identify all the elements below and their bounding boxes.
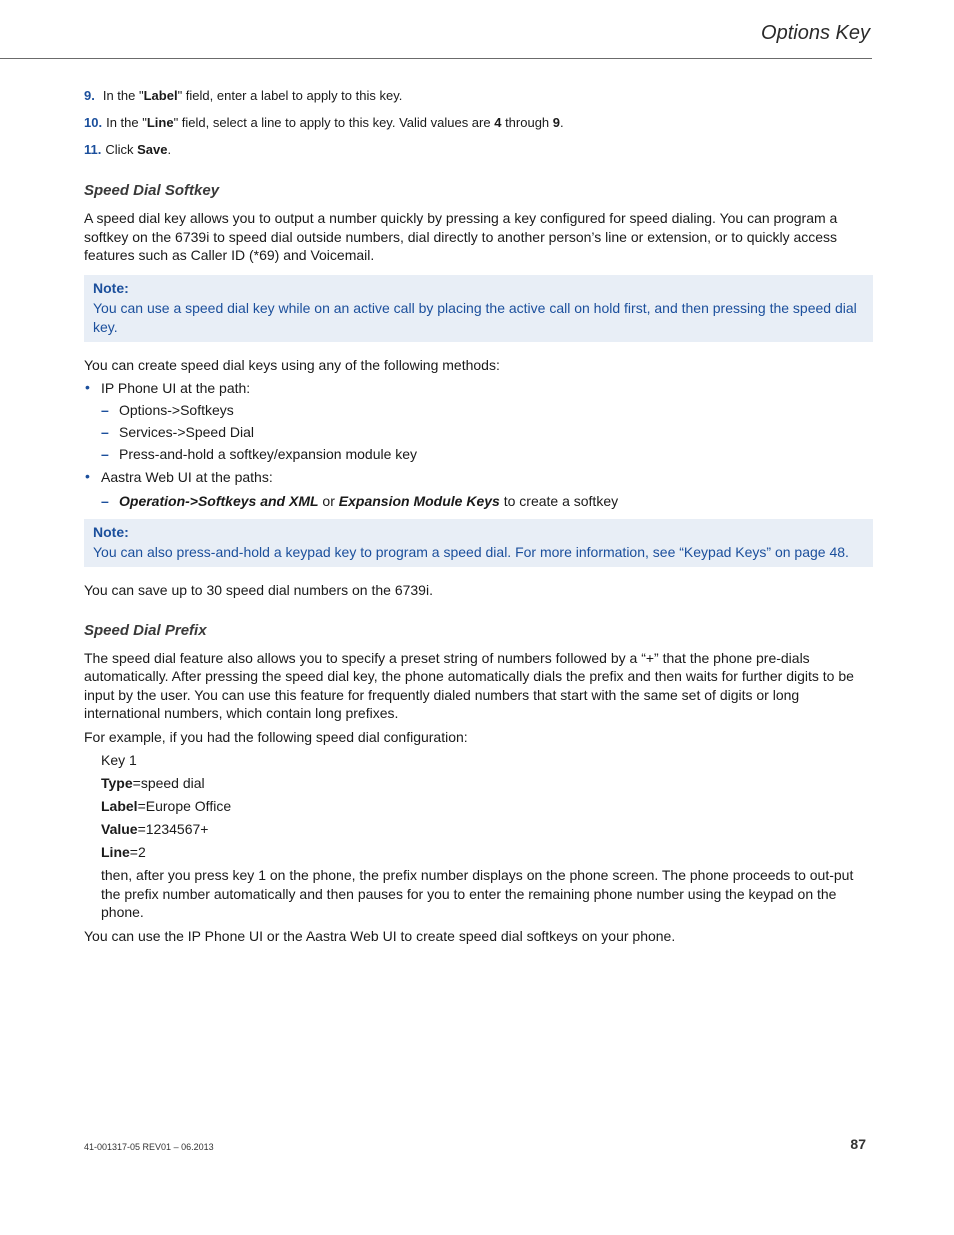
config-key: Type	[101, 775, 133, 791]
example-intro: For example, if you had the following speed dial configuration:	[84, 728, 468, 745]
list-item	[84, 468, 866, 510]
list-item	[84, 492, 866, 510]
list-item-text: Press-and-hold a softkey/expansion module key	[119, 446, 418, 462]
config-value: =Europe Office	[137, 798, 232, 814]
step-text: .	[167, 142, 172, 157]
config-key: Label	[101, 798, 138, 814]
note-box	[84, 519, 873, 567]
list-item	[84, 379, 866, 463]
config-value: =2	[129, 844, 146, 860]
dash-icon: –	[101, 424, 109, 440]
config-key: Line	[101, 844, 130, 860]
list-item-text: Aastra Web UI at the paths:	[101, 469, 273, 485]
page-content	[84, 88, 866, 950]
step-11	[84, 142, 866, 158]
config-line	[101, 843, 866, 861]
document-id: 41-001317-05 REV01 – 06.2013	[84, 1142, 214, 1152]
list-item-text: to create a softkey	[499, 493, 619, 509]
config-value-row	[101, 820, 866, 838]
bullet-icon: •	[85, 468, 90, 484]
step-text: In the "	[102, 88, 144, 103]
value-max: 9	[552, 115, 561, 130]
methods-list	[84, 379, 866, 510]
save-limit-text: You can save up to 30 speed dial numbers on the 6739i.	[84, 582, 433, 598]
step-text: Click	[105, 142, 138, 157]
methods-intro: You can create speed dial keys using any of the following methods:	[84, 356, 500, 373]
button-name: Save	[137, 142, 168, 157]
step-text: " field, enter a label to apply to this key.	[177, 88, 403, 103]
note-body: You can use a speed dial key while on an active call by placing the active call on hold first, and then pressing the speed dial key.	[93, 299, 857, 335]
then-paragraph: then, after you press key 1 on the phone, the prefix number displays on the phone screen. The phone proceeds to out-put the prefix number automatically and then pauses for you to enter the remaining phone number using the keypad on the phone.	[101, 867, 854, 920]
dash-icon: –	[101, 446, 109, 462]
keypad-keys-link[interactable]: “Keypad Keys” on page 48	[679, 544, 846, 560]
sub-list	[84, 492, 866, 510]
step-text: In the "	[106, 115, 147, 130]
note-box	[84, 275, 873, 342]
list-item-text: or	[318, 493, 339, 509]
note-title: Note:	[93, 279, 129, 296]
config-value: =1234567+	[137, 821, 209, 837]
list-item	[84, 445, 866, 463]
list-item	[84, 423, 866, 441]
step-number: 10.	[84, 115, 103, 130]
prefix-paragraph: The speed dial feature also allows you to specify a preset string of numbers followed by a “+” that the phone pre-dials automatically. After pressing the speed dial key, the phone automatically dials the prefix and then waits for further digits to be input by the user. You can use this feature for frequently dialed numbers that start with the same set of digits or long international numbers, which contain long prefixes.	[84, 649, 854, 721]
section-heading-speed-dial-softkey: Speed Dial Softkey	[84, 182, 220, 199]
menu-path: Operation->Softkeys and XML	[119, 493, 319, 509]
note-title: Note:	[93, 524, 129, 540]
step-number: 11.	[84, 142, 102, 157]
list-item-text: IP Phone UI at the path:	[101, 380, 251, 396]
note-text: .	[845, 544, 849, 560]
config-key: Value	[101, 821, 138, 837]
section-intro: A speed dial key allows you to output a number quickly by pressing a key configured for speed dialing. You can program a softkey on the 6739i to speed dial outside numbers, dial directly to another person’s line or extension, or to quickly access features such as Caller ID (*69) and Voicemail.	[84, 210, 838, 263]
list-item-text: Options->Softkeys	[119, 402, 234, 418]
step-10	[84, 115, 866, 131]
list-item-text: Services->Speed Dial	[119, 424, 255, 440]
step-9	[84, 88, 866, 104]
page-number: 87	[850, 1136, 866, 1152]
step-text: through	[501, 115, 553, 130]
dash-icon: –	[101, 493, 109, 509]
field-name: Line	[146, 115, 174, 130]
menu-path: Expansion Module Keys	[338, 493, 500, 509]
step-number: 9.	[84, 88, 95, 103]
page-header-title: Options Key	[761, 22, 870, 44]
config-key-line: Key 1	[101, 752, 137, 768]
config-label	[101, 797, 866, 815]
section-heading-speed-dial-prefix: Speed Dial Prefix	[84, 621, 207, 639]
value-min: 4	[494, 115, 502, 130]
note-body	[93, 543, 863, 562]
step-text: " field, select a line to apply to this key. Valid values are	[173, 115, 495, 130]
final-paragraph: You can use the IP Phone UI or the Aastra Web UI to create speed dial softkeys on your phone.	[84, 927, 676, 944]
note-text: You can also press-and-hold a keypad key to program a speed dial. For more information, see	[93, 544, 680, 560]
config-value: =speed dial	[132, 775, 205, 791]
config-type	[101, 774, 866, 792]
header-divider	[0, 58, 872, 59]
list-item	[84, 401, 866, 419]
dash-icon: –	[101, 402, 109, 418]
bullet-icon: •	[85, 379, 90, 395]
step-text: .	[560, 115, 564, 130]
sub-list	[84, 401, 866, 463]
field-name: Label	[143, 88, 178, 103]
